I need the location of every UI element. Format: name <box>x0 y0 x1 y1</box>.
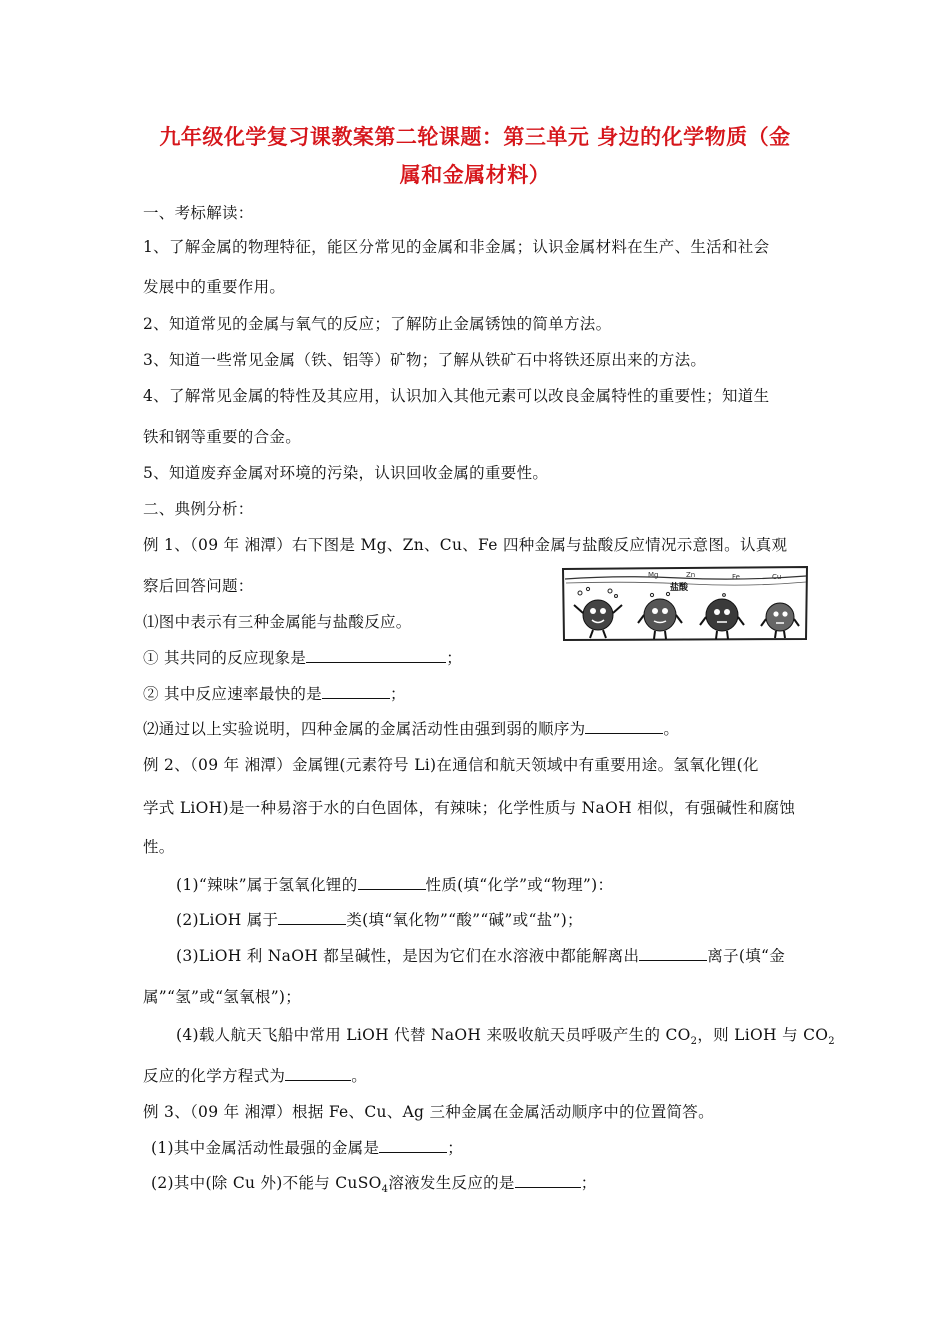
example-2-question-1 <box>176 875 613 895</box>
example-1-line-1: 例 1、（09 年 湘潭）右下图是 Mg、Zn、Cu、Fe 四种金属与盐酸反应情况示意图。认真观 <box>143 536 788 554</box>
objective-5: 5、知道废弃金属对环境的污染，认识回收金属的重要性。 <box>143 464 549 482</box>
title-line-1: 九年级化学复习课教案第二轮课题：第三单元 身边的化学物质（金 <box>159 124 791 149</box>
example-2-question-4 <box>176 1025 835 1048</box>
answer-blank[interactable] <box>358 875 426 890</box>
title-line-2: 属和金属材料） <box>399 162 551 187</box>
punctuation: ； <box>390 685 406 703</box>
label-mg: Mg <box>648 571 659 579</box>
question-text: (1)“辣味”属于氢氧化锂的 <box>176 876 358 894</box>
objective-3: 3、知道一些常见金属（铁、铝等）矿物；了解从铁矿石中将铁还原出来的方法。 <box>143 351 707 369</box>
section-heading-examples: 二、典例分析： <box>143 500 254 518</box>
answer-blank[interactable] <box>585 719 663 734</box>
question-text: (3)LiOH 利 NaOH 都呈碱性，是因为它们在水溶液中都能解离出 <box>176 947 640 965</box>
question-text: ，则 LiOH 与 CO <box>697 1026 829 1044</box>
answer-blank[interactable] <box>278 910 346 925</box>
punctuation: 。 <box>663 720 680 738</box>
example-1-question-1a <box>143 648 462 668</box>
example-3-question-1 <box>151 1138 463 1158</box>
question-text: ② 其中反应速率最快的是 <box>143 685 323 703</box>
label-acid: 盐酸 <box>670 583 689 593</box>
example-3-question-2 <box>151 1173 597 1196</box>
question-text: (2)LiOH 属于 <box>176 911 279 929</box>
subscript: 4 <box>381 1184 389 1196</box>
objective-2: 2、知道常见的金属与氧气的反应；了解防止金属锈蚀的简单方法。 <box>143 315 612 333</box>
objective-4-line-1: 4、了解常见金属的特性及其应用，认识加入其他元素可以改良金属特性的重要性；知道生 <box>143 387 770 405</box>
punctuation: 。 <box>351 1067 368 1085</box>
example-2-question-3-cont: 属”“氢”或“氢氧根”)； <box>143 988 302 1006</box>
example-2-question-2 <box>176 910 583 930</box>
punctuation: ； <box>447 1139 464 1157</box>
answer-blank[interactable] <box>306 648 446 663</box>
example-2-line-3: 性。 <box>143 838 175 856</box>
label-cu: Cu <box>772 573 782 581</box>
subscript: 2 <box>828 1036 835 1048</box>
example-2-line-1: 例 2、（09 年 湘潭）金属锂(元素符号 Li)在通信和航天领域中有重要用途。氢氧化锂(化 <box>143 756 759 774</box>
question-text: 类(填“氧化物”“酸”“碱”或“盐”)； <box>346 911 583 929</box>
zn-character <box>638 592 682 639</box>
question-text: 性质(填“化学”或“物理”)： <box>425 876 614 894</box>
example-2-line-2: 学式 LiOH)是一种易溶于水的白色固体，有辣味；化学性质与 NaOH 相似，有强碱性和腐蚀 <box>143 799 796 817</box>
example-1-question-1: ⑴图中表示有三种金属能与盐酸反应。 <box>143 613 412 631</box>
example-1-question-2 <box>143 719 679 739</box>
question-text: (4)载人航天飞船中常用 LiOH 代替 NaOH 来吸收航天员呼吸产生的 CO <box>176 1026 691 1044</box>
example-2-question-3 <box>176 946 785 966</box>
question-text: ⑵通过以上实验说明，四种金属的金属活动性由强到弱的顺序为 <box>143 720 586 738</box>
objective-4-line-2: 铁和钢等重要的合金。 <box>143 428 302 446</box>
page-title <box>140 118 810 194</box>
question-text: ① 其共同的反应现象是 <box>143 649 307 667</box>
label-fe: Fe <box>732 573 740 581</box>
objective-1-line-1: 1、了解金属的物理特征，能区分常见的金属和非金属；认识金属材料在生产、生活和社会 <box>143 238 770 256</box>
question-text: 反应的化学方程式为 <box>143 1067 286 1085</box>
answer-blank[interactable] <box>639 946 707 961</box>
answer-blank[interactable] <box>322 684 390 699</box>
metals-in-acid-figure <box>560 563 810 643</box>
example-3-line-1: 例 3、（09 年 湘潭）根据 Fe、Cu、Ag 三种金属在金属活动顺序中的位置简答。 <box>143 1103 714 1121</box>
mg-character <box>574 587 622 638</box>
subscript: 2 <box>690 1036 698 1048</box>
example-1-line-2: 察后回答问题： <box>143 577 254 595</box>
answer-blank[interactable] <box>515 1173 581 1188</box>
fe-character <box>700 594 744 639</box>
answer-blank[interactable] <box>285 1066 351 1081</box>
question-text: (1)其中金属活动性最强的金属是 <box>151 1139 380 1157</box>
question-text: 离子(填“金 <box>707 947 786 965</box>
section-heading-objectives: 一、考标解读： <box>143 204 254 222</box>
punctuation: ； <box>580 1174 597 1192</box>
objective-1-line-2: 发展中的重要作用。 <box>143 278 286 296</box>
question-text: 溶液发生反应的是 <box>388 1174 515 1192</box>
answer-blank[interactable] <box>379 1138 447 1153</box>
cu-character <box>761 603 799 638</box>
example-2-question-4-cont <box>143 1066 367 1086</box>
example-1-question-1b <box>143 684 406 704</box>
punctuation: ； <box>446 649 463 667</box>
label-zn: Zn <box>686 571 696 579</box>
question-text: (2)其中(除 Cu 外)不能与 CuSO <box>151 1174 382 1192</box>
